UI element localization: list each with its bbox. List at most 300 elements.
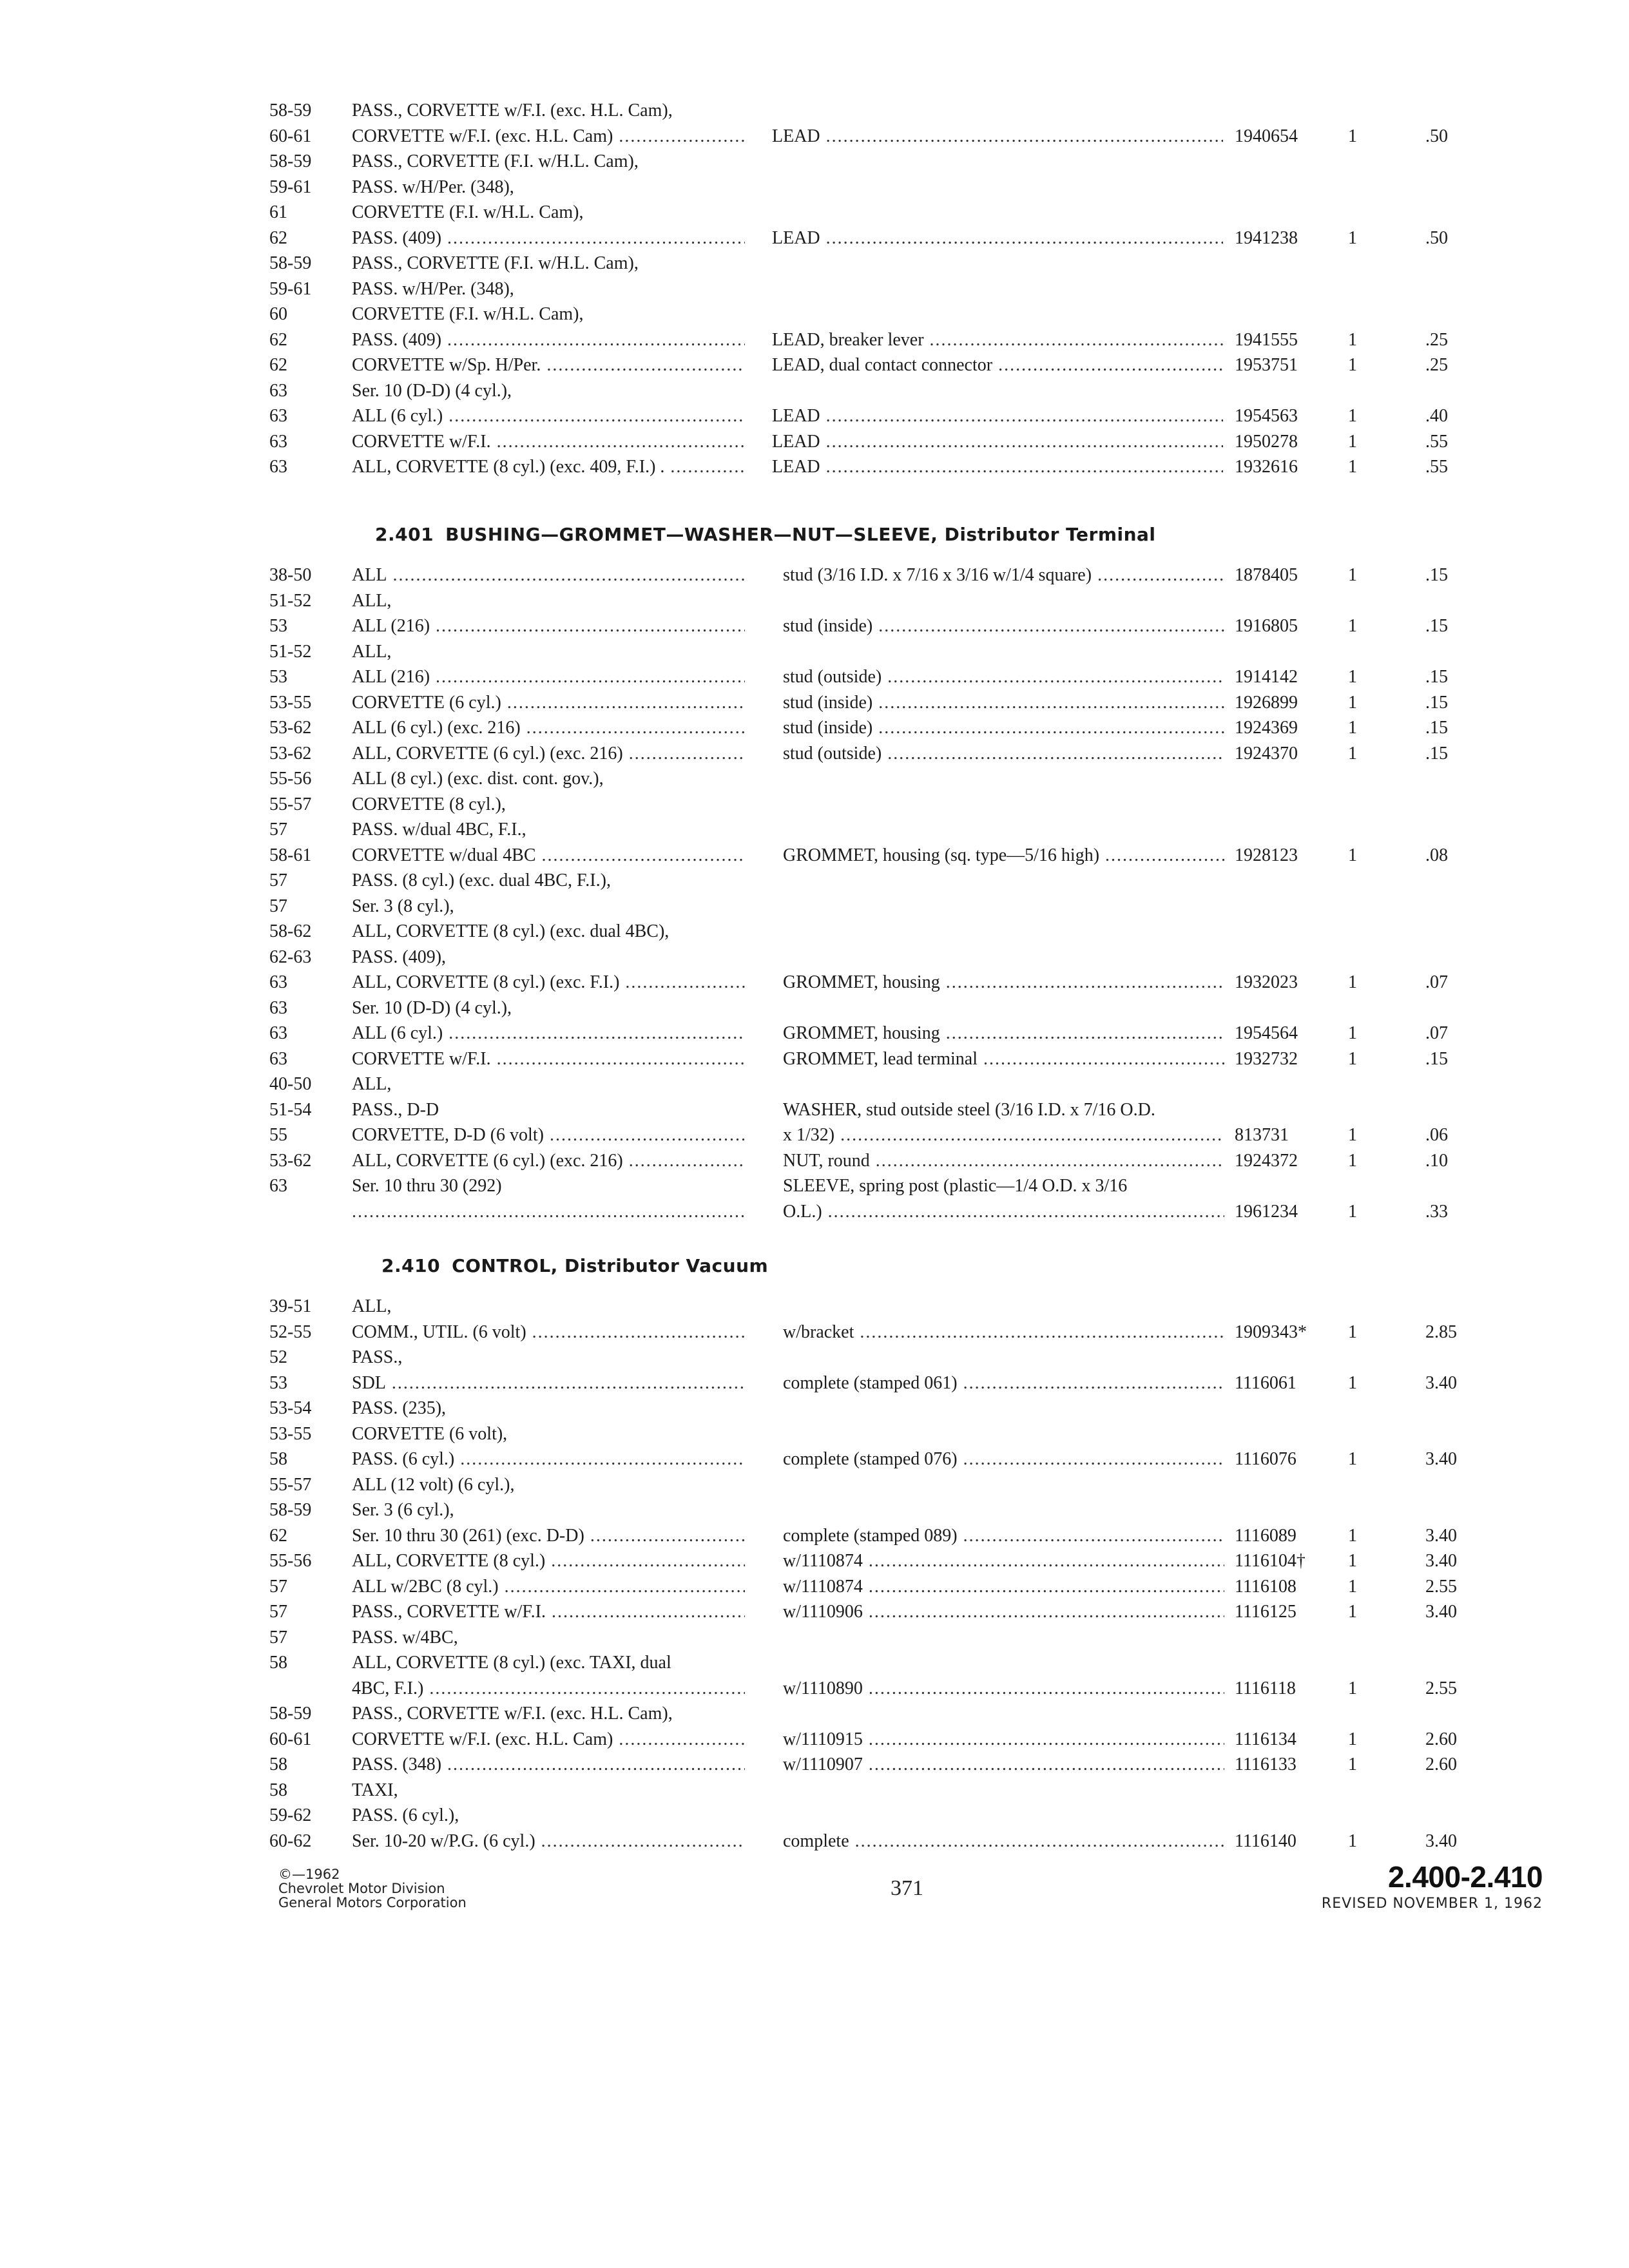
part-number: 1116134 [1235, 1729, 1296, 1749]
table-row [0, 1472, 1629, 1498]
quantity: 1 [1348, 1372, 1357, 1393]
price: .15 [1425, 616, 1448, 636]
section-title: BUSHING—GROMMET—WASHER—NUT—SLEEVE, Distributor Terminal [445, 524, 1156, 545]
quantity: 1 [1348, 1576, 1357, 1597]
part-description: w/1110907 ..... [783, 1752, 1224, 1778]
quantity: 1 [1348, 329, 1357, 350]
table-row [0, 894, 1629, 919]
table-row [0, 1294, 1629, 1320]
table-row [0, 200, 1629, 226]
application: Ser. 10-20 w/P.G. (6 cyl.) ..... [352, 1829, 745, 1854]
year-range: 62 [269, 329, 287, 350]
part-description: LEAD ..... [772, 226, 1223, 251]
price: .25 [1425, 355, 1448, 375]
table-row [0, 327, 1629, 353]
table-row [0, 149, 1629, 175]
price: 3.40 [1425, 1831, 1457, 1851]
quantity: 1 [1348, 565, 1357, 585]
year-range: 62 [269, 355, 287, 375]
section-range: 2.400-2.410 [1387, 1860, 1543, 1894]
table-row [0, 454, 1629, 480]
application: ALL (216) ..... [352, 664, 745, 690]
quantity: 1 [1348, 1201, 1357, 1222]
table-row [0, 124, 1629, 149]
part-number: 1954563 [1235, 406, 1298, 426]
application: ALL, CORVETTE (8 cyl.) (exc. 409, F.I.) . ..... [352, 454, 745, 480]
table-row [0, 562, 1629, 588]
year-range: 53-62 [269, 1150, 312, 1171]
price: .10 [1425, 1150, 1448, 1171]
application: Ser. 10 thru 30 (292) [352, 1176, 502, 1196]
application: PASS. w/H/Per. (348), [352, 177, 514, 197]
year-range: 63 [269, 972, 287, 992]
quantity: 1 [1348, 227, 1357, 248]
part-description: stud (3/16 I.D. x 7/16 x 3/16 w/1/4 square) ..... [783, 562, 1224, 588]
part-number: 1941238 [1235, 227, 1298, 248]
section-number: 2.401 [375, 524, 434, 545]
table-row [0, 1370, 1629, 1396]
year-range: 51-52 [269, 590, 312, 611]
application: PASS. w/4BC, [352, 1627, 458, 1648]
table-row [0, 1752, 1629, 1778]
part-number: 1116108 [1235, 1576, 1296, 1597]
year-range: 52 [269, 1347, 287, 1367]
part-number: 1961234 [1235, 1201, 1298, 1222]
quantity: 1 [1348, 845, 1357, 865]
application: ALL (6 cyl.) (exc. 216) ..... [352, 715, 745, 741]
part-description: SLEEVE, spring post (plastic—1/4 O.D. x 3/16 [783, 1176, 1128, 1196]
part-number: 1924369 [1235, 718, 1298, 738]
quantity: 1 [1348, 1150, 1357, 1171]
application: ALL (216) ..... [352, 613, 745, 639]
section-title: CONTROL, Distributor Vacuum [452, 1255, 769, 1276]
price: .08 [1425, 845, 1448, 865]
year-range: 57 [269, 1602, 287, 1622]
application: 4BC, F.I.) ..... [352, 1676, 745, 1702]
application [352, 1199, 745, 1225]
part-number: 1954564 [1235, 1023, 1298, 1043]
part-number: 1950278 [1235, 431, 1298, 452]
application: PASS., CORVETTE w/F.I. (exc. H.L. Cam), [352, 101, 673, 120]
year-range: 63 [269, 380, 287, 401]
price: .40 [1425, 406, 1448, 426]
year-range: 58 [269, 1780, 287, 1800]
application: CORVETTE (F.I. w/H.L. Cam), [352, 304, 584, 324]
year-range: 53 [269, 616, 287, 636]
part-number: 1914142 [1235, 667, 1298, 687]
quantity: 1 [1348, 1525, 1357, 1546]
part-description: LEAD ..... [772, 429, 1223, 455]
year-range: 63 [269, 997, 287, 1018]
year-range: 39-51 [269, 1296, 312, 1316]
table-row [0, 1701, 1629, 1727]
year-range: 53-55 [269, 692, 312, 713]
application: CORVETTE w/Sp. H/Per. ..... [352, 352, 745, 378]
part-description: LEAD ..... [772, 403, 1223, 429]
application: PASS. (235), [352, 1398, 447, 1418]
part-number: 1916805 [1235, 616, 1298, 636]
quantity: 1 [1348, 616, 1357, 636]
price: .15 [1425, 1048, 1448, 1069]
year-range: 51-54 [269, 1099, 312, 1120]
part-number: 813731 [1235, 1125, 1289, 1145]
table-row [0, 1421, 1629, 1447]
table-row [0, 1072, 1629, 1097]
quantity: 1 [1348, 667, 1357, 687]
copyright: ©—1962 [278, 1867, 340, 1882]
application: ALL w/2BC (8 cyl.) ..... [352, 1574, 745, 1600]
year-range: 60-61 [269, 1729, 312, 1749]
application: TAXI, [352, 1780, 398, 1800]
table-row [0, 690, 1629, 716]
year-range: 57 [269, 870, 287, 890]
table-row [0, 588, 1629, 614]
part-number: 1928123 [1235, 845, 1298, 865]
price: .50 [1425, 227, 1448, 248]
part-description: GROMMET, housing (sq. type—5/16 high) ..... [783, 843, 1224, 869]
year-range: 60-61 [269, 126, 312, 146]
application: Ser. 3 (8 cyl.), [352, 896, 454, 916]
application: PASS., CORVETTE w/F.I. ..... [352, 1599, 745, 1625]
part-description: stud (outside) ..... [783, 664, 1224, 690]
application: PASS., D-D [352, 1099, 439, 1120]
table-row [0, 792, 1629, 818]
application: CORVETTE (6 volt), [352, 1423, 508, 1444]
price: .55 [1425, 431, 1448, 452]
price: .15 [1425, 667, 1448, 687]
year-range: 38-50 [269, 565, 312, 585]
year-range: 55-56 [269, 769, 312, 789]
application: ALL, CORVETTE (6 cyl.) (exc. 216) ..... [352, 741, 745, 767]
application: ALL (12 volt) (6 cyl.), [352, 1474, 515, 1495]
year-range: 53-55 [269, 1423, 312, 1444]
part-description: complete (stamped 076) ..... [783, 1446, 1224, 1472]
part-number: 1116104† [1235, 1551, 1306, 1571]
section-2410-heading [381, 1255, 768, 1276]
price: .15 [1425, 692, 1448, 713]
year-range: 51-52 [269, 641, 312, 662]
year-range: 58-62 [269, 921, 312, 941]
table-row [0, 1320, 1629, 1345]
application: SDL ..... [352, 1370, 745, 1396]
part-number: 1116133 [1235, 1754, 1296, 1774]
part-description: w/1110874 ..... [783, 1548, 1224, 1574]
quantity: 1 [1348, 1048, 1357, 1069]
year-range: 59-61 [269, 278, 312, 299]
quantity: 1 [1348, 457, 1357, 477]
quantity: 1 [1348, 1678, 1357, 1698]
price: .33 [1425, 1201, 1448, 1222]
application: CORVETTE (6 cyl.) ..... [352, 690, 745, 716]
part-description: LEAD ..... [772, 454, 1223, 480]
application: ALL, [352, 641, 392, 662]
table-row [0, 251, 1629, 276]
table-row [0, 276, 1629, 302]
year-range: 52-55 [269, 1321, 312, 1342]
part-description: complete ..... [783, 1829, 1224, 1854]
application: PASS. (409) ..... [352, 226, 745, 251]
table-row [0, 226, 1629, 251]
application: PASS. (6 cyl.) ..... [352, 1446, 745, 1472]
table-row [0, 1345, 1629, 1370]
table-row [0, 302, 1629, 327]
table-row [0, 1199, 1629, 1225]
part-description: x 1/32) ..... [783, 1122, 1224, 1148]
section-2401-table [0, 562, 1629, 1224]
application: COMM., UTIL. (6 volt) ..... [352, 1320, 745, 1345]
table-row [0, 766, 1629, 792]
year-range: 58-59 [269, 1500, 312, 1520]
year-range: 58-59 [269, 101, 312, 120]
application: PASS. w/dual 4BC, F.I., [352, 820, 526, 840]
part-description: complete (stamped 089) ..... [783, 1523, 1224, 1549]
year-range: 59-61 [269, 177, 312, 197]
price: 3.40 [1425, 1372, 1457, 1393]
quantity: 1 [1348, 1551, 1357, 1571]
year-range: 53-54 [269, 1398, 312, 1418]
part-number: 1116089 [1235, 1525, 1296, 1546]
part-number: 1116140 [1235, 1831, 1296, 1851]
table-row [0, 715, 1629, 741]
application: PASS. (6 cyl.), [352, 1805, 459, 1825]
year-range: 58-59 [269, 151, 312, 171]
year-range: 63 [269, 1176, 287, 1196]
table-row [0, 1046, 1629, 1072]
table-row [0, 403, 1629, 429]
part-description: GROMMET, lead terminal ..... [783, 1046, 1224, 1072]
year-range: 53-62 [269, 743, 312, 764]
quantity: 1 [1348, 406, 1357, 426]
part-number: 1926899 [1235, 692, 1298, 713]
part-description: WASHER, stud outside steel (3/16 I.D. x 7/16 O.D. [783, 1099, 1155, 1120]
year-range: 53 [269, 1372, 287, 1393]
year-range: 55-57 [269, 794, 312, 814]
part-number: 1116076 [1235, 1449, 1296, 1469]
page-number: 371 [891, 1876, 923, 1900]
application: ALL, CORVETTE (8 cyl.) (exc. TAXI, dual [352, 1653, 671, 1673]
part-number: 1953751 [1235, 355, 1298, 375]
publisher-block [278, 1867, 467, 1910]
year-range: 60 [269, 304, 287, 324]
table-row [0, 1625, 1629, 1651]
part-description: LEAD ..... [772, 124, 1223, 149]
part-number: 1909343* [1235, 1321, 1307, 1342]
application: CORVETTE w/F.I. (exc. H.L. Cam) ..... [352, 1727, 745, 1753]
table-row [0, 1778, 1629, 1803]
application: CORVETTE (8 cyl.), [352, 794, 506, 814]
price: 2.55 [1425, 1678, 1457, 1698]
year-range: 59-62 [269, 1805, 312, 1825]
section-2410-table [0, 1294, 1629, 1854]
part-number: 1932732 [1235, 1048, 1298, 1069]
price: .06 [1425, 1125, 1448, 1145]
year-range: 60-62 [269, 1831, 312, 1851]
part-description: GROMMET, housing ..... [783, 1021, 1224, 1046]
part-description: stud (inside) ..... [783, 690, 1224, 716]
application: ALL ..... [352, 562, 745, 588]
year-range: 58-59 [269, 1704, 312, 1724]
part-description: O.L.) ..... [783, 1199, 1224, 1225]
part-number: 1924372 [1235, 1150, 1298, 1171]
price: 2.85 [1425, 1321, 1457, 1342]
application: PASS., CORVETTE w/F.I. (exc. H.L. Cam), [352, 1704, 673, 1724]
quantity: 1 [1348, 743, 1357, 764]
table-row [0, 613, 1629, 639]
application: CORVETTE (F.I. w/H.L. Cam), [352, 202, 584, 222]
quantity: 1 [1348, 972, 1357, 992]
quantity: 1 [1348, 1831, 1357, 1851]
application: PASS., [352, 1347, 403, 1367]
year-range: 55-57 [269, 1474, 312, 1495]
year-range: 57 [269, 896, 287, 916]
part-description: w/1110890 ..... [783, 1676, 1224, 1702]
table-row [0, 352, 1629, 378]
table-row [0, 995, 1629, 1021]
part-description: w/bracket ..... [783, 1320, 1224, 1345]
table-row [0, 1097, 1629, 1123]
application: ALL, [352, 590, 392, 611]
quantity: 1 [1348, 1449, 1357, 1469]
part-description: stud (inside) ..... [783, 715, 1224, 741]
part-description: GROMMET, housing ..... [783, 970, 1224, 995]
quantity: 1 [1348, 431, 1357, 452]
application: PASS. (8 cyl.) (exc. dual 4BC, F.I.), [352, 870, 611, 890]
quantity: 1 [1348, 1602, 1357, 1622]
part-description: w/1110915 ..... [783, 1727, 1224, 1753]
price: .50 [1425, 126, 1448, 146]
table-row [0, 1523, 1629, 1549]
part-number: 1116125 [1235, 1602, 1296, 1622]
price: .25 [1425, 329, 1448, 350]
table-row [0, 639, 1629, 665]
application: PASS. (409), [352, 947, 447, 967]
table-row [0, 429, 1629, 455]
part-number: 1932616 [1235, 457, 1298, 477]
quantity: 1 [1348, 1729, 1357, 1749]
part-description: NUT, round ..... [783, 1148, 1224, 1174]
table-row [0, 1829, 1629, 1854]
year-range: 57 [269, 1627, 287, 1648]
year-range: 57 [269, 1576, 287, 1597]
part-number: 1941555 [1235, 329, 1298, 350]
table-row [0, 945, 1629, 970]
table-row [0, 1548, 1629, 1574]
year-range: 62-63 [269, 947, 312, 967]
application: PASS., CORVETTE (F.I. w/H.L. Cam), [352, 253, 639, 273]
section-2401-heading [375, 524, 1156, 545]
application: CORVETTE, D-D (6 volt) ..... [352, 1122, 745, 1148]
year-range: 62 [269, 227, 287, 248]
year-range: 63 [269, 431, 287, 452]
price: .07 [1425, 1023, 1448, 1043]
application: Ser. 10 (D-D) (4 cyl.), [352, 380, 512, 401]
table-row [0, 1021, 1629, 1046]
part-description: stud (outside) ..... [783, 741, 1224, 767]
quantity: 1 [1348, 1754, 1357, 1774]
price: 2.60 [1425, 1729, 1457, 1749]
price: .55 [1425, 457, 1448, 477]
application: ALL, [352, 1296, 392, 1316]
table-row [0, 1727, 1629, 1753]
year-range: 58 [269, 1653, 287, 1673]
part-description: LEAD, breaker lever ..... [772, 327, 1223, 353]
corporation: General Motors Corporation [278, 1895, 467, 1910]
year-range: 58 [269, 1449, 287, 1469]
table-row [0, 1676, 1629, 1702]
table-row [0, 378, 1629, 404]
table-row [0, 970, 1629, 995]
application: PASS. (348) ..... [352, 1752, 745, 1778]
table-row [0, 741, 1629, 767]
table-row [0, 868, 1629, 894]
application: ALL, [352, 1074, 392, 1094]
price: 3.40 [1425, 1551, 1457, 1571]
application: Ser. 3 (6 cyl.), [352, 1500, 454, 1520]
application: ALL (8 cyl.) (exc. dist. cont. gov.), [352, 769, 604, 789]
price: .15 [1425, 718, 1448, 738]
table-row [0, 817, 1629, 843]
part-description: LEAD, dual contact connector ..... [772, 352, 1223, 378]
table-row [0, 1122, 1629, 1148]
application: PASS., CORVETTE (F.I. w/H.L. Cam), [352, 151, 639, 171]
application: ALL (6 cyl.) ..... [352, 403, 745, 429]
part-number: 1116118 [1235, 1678, 1296, 1698]
year-range: 58 [269, 1754, 287, 1774]
year-range: 53-62 [269, 718, 312, 738]
year-range: 63 [269, 1023, 287, 1043]
price: .15 [1425, 743, 1448, 764]
table-row [0, 175, 1629, 200]
part-number: 1878405 [1235, 565, 1298, 585]
application: PASS. (409) ..... [352, 327, 745, 353]
table-row [0, 1599, 1629, 1625]
part-number: 1932023 [1235, 972, 1298, 992]
year-range: 61 [269, 202, 287, 222]
year-range: 55-56 [269, 1551, 312, 1571]
year-range: 55 [269, 1125, 287, 1145]
price: .07 [1425, 972, 1448, 992]
application: PASS. w/H/Per. (348), [352, 278, 514, 299]
year-range: 63 [269, 1048, 287, 1069]
part-description: w/1110874 ..... [783, 1574, 1224, 1600]
application: ALL, CORVETTE (8 cyl.) ..... [352, 1548, 745, 1574]
application: CORVETTE w/dual 4BC ..... [352, 843, 745, 869]
table-row [0, 664, 1629, 690]
application: ALL (6 cyl.) ..... [352, 1021, 745, 1046]
price: 3.40 [1425, 1525, 1457, 1546]
quantity: 1 [1348, 126, 1357, 146]
lead-table [0, 98, 1629, 480]
table-row [0, 1803, 1629, 1829]
application: CORVETTE w/F.I. (exc. H.L. Cam) ..... [352, 124, 745, 149]
year-range: 63 [269, 406, 287, 426]
application: ALL, CORVETTE (6 cyl.) (exc. 216) ..... [352, 1148, 745, 1174]
application: ALL, CORVETTE (8 cyl.) (exc. dual 4BC), [352, 921, 670, 941]
quantity: 1 [1348, 1125, 1357, 1145]
table-row [0, 98, 1629, 124]
year-range: 53 [269, 667, 287, 687]
table-row [0, 1574, 1629, 1600]
quantity: 1 [1348, 1321, 1357, 1342]
table-row [0, 1446, 1629, 1472]
year-range: 58-61 [269, 845, 312, 865]
table-row [0, 919, 1629, 945]
part-number: 1924370 [1235, 743, 1298, 764]
part-description: stud (inside) ..... [783, 613, 1224, 639]
application: ALL, CORVETTE (8 cyl.) (exc. F.I.) ..... [352, 970, 745, 995]
price: 2.60 [1425, 1754, 1457, 1774]
application: CORVETTE w/F.I. ..... [352, 1046, 745, 1072]
